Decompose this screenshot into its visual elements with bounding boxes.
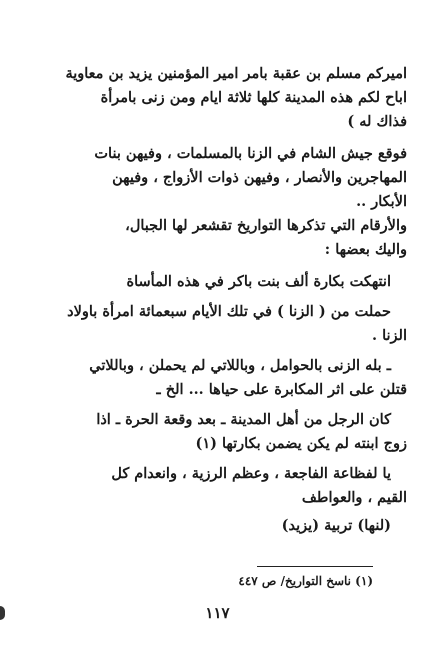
text-line-17: القيم ، والعواطف (301, 489, 407, 506)
page-number: ١١٧ (205, 604, 230, 622)
text-line-3: فذاك له ) (347, 113, 407, 130)
text-line-16: يا لفظاعة الفاجعة ، وعظم الرزية ، وانعدام كل (111, 465, 391, 482)
text-line-10: حملت من ( الزنا ) في تلك الأيام سبعمائة امرأة باولاد (67, 303, 391, 320)
text-line-6: الأبكار .. (356, 193, 407, 210)
text-line-11: الزنا . (372, 327, 407, 344)
text-line-18: (لنها) تربية (يزيد) (281, 517, 391, 534)
text-line-5: المهاجرين والأنصار ، وفيهن ذوات الأزواج ، وفيهن (112, 169, 407, 186)
text-line-8: واليك بعضها : (324, 241, 407, 258)
text-line-1: اميركم مسلم بن عقبة بامر امير المؤمنين يزيد بن معاوية (65, 65, 407, 82)
text-line-12: ـ بله الزنى بالحوامل ، وباللاتي لم يحملن ، وباللاتي (89, 357, 391, 374)
text-line-13: قتلن على اثر المكابرة على حياها ... الخ ـ (156, 381, 407, 398)
footnote: (١) ناسخ التواريخ/ ص ٤٤٧ (238, 574, 373, 588)
text-line-15: زوج ابنته لم يكن يضمن بكارتها (١) (195, 435, 407, 452)
footnote-divider (257, 566, 373, 567)
text-line-14: كان الرجل من أهل المدينة ـ بعد وقعة الحرة ـ اذا (96, 411, 391, 428)
text-line-7: والأرقام التي تذكرها التواريخ تقشعر لها الجبال، (125, 217, 407, 234)
text-line-4: فوقع جيش الشام في الزنا بالمسلمات ، وفيهن بنات (94, 145, 407, 162)
text-line-2: اباح لكم هذه المدينة كلها ثلاثة ايام ومن زنى بامرأة (100, 89, 407, 106)
text-line-9: انتهكت بكارة ألف بنت باكر في هذه المأساة (126, 273, 391, 290)
